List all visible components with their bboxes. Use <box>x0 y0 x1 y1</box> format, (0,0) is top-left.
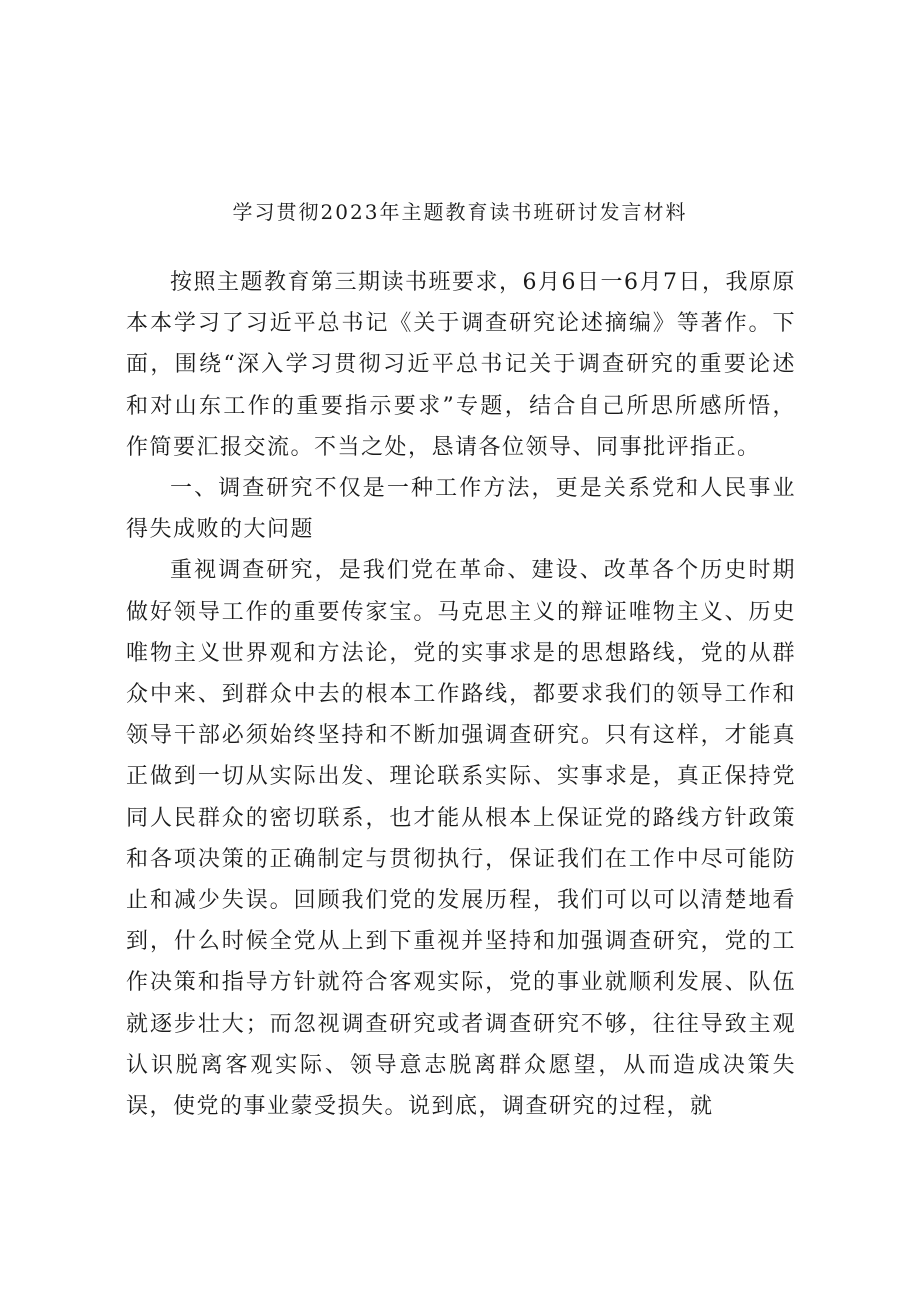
paragraph-research-importance: 重视调查研究，是我们党在革命、建设、改革各个历史时期做好领导工作的重要传家宝。马克思主义的辩证唯物主义、历史唯物主义世界观和方法论，党的实事求是的思想路线，党的从群众中来、到群众中去的根本工作路线，都要求我们的领导工作和领导干部必须始终坚持和不断加强调查研究。只有这样，才能真正做到一切从实际出发、理论联系实际、实事求是，真正保持党同人民群众的密切联系，也才能从根本上保证党的路线方针政策和各项决策的正确制定与贯彻执行，保证我们在工作中尽可能防止和减少失误。回顾我们党的发展历程，我们可以可以清楚地看到，什么时候全党从上到下重视并坚持和加强调查研究，党的工作决策和指导方针就符合客观实际，党的事业就顺利发展、队伍就逐步壮大；而忽视调查研究或者调查研究不够，往往导致主观认识脱离客观实际、领导意志脱离群众愿望，从而造成决策失误，使党的事业蒙受损失。说到底，调查研究的过程，就 <box>126 558 796 1120</box>
paragraph-intro: 按照主题教育第三期读书班要求，6月6日一6月7日，我原原本本学习了习近平总书记《关于调查研究论述摘编》等著作。下面，围绕“深入学习贯彻习近平总书记关于调查研究的重要论述和对山东工作的重要指示要求”专题，结合自己所思所感所悟，作简要汇报交流。不当之处，恳请各位领导、同事批评指正。 <box>126 270 796 460</box>
document-title: 学习贯彻2023年主题教育读书班研讨发言材料 <box>232 200 688 224</box>
document-body <box>126 262 796 1127</box>
section-heading-1: 一、调查研究不仅是一种工作方法，更是关系党和人民事业得失成败的大问题 <box>126 476 796 543</box>
